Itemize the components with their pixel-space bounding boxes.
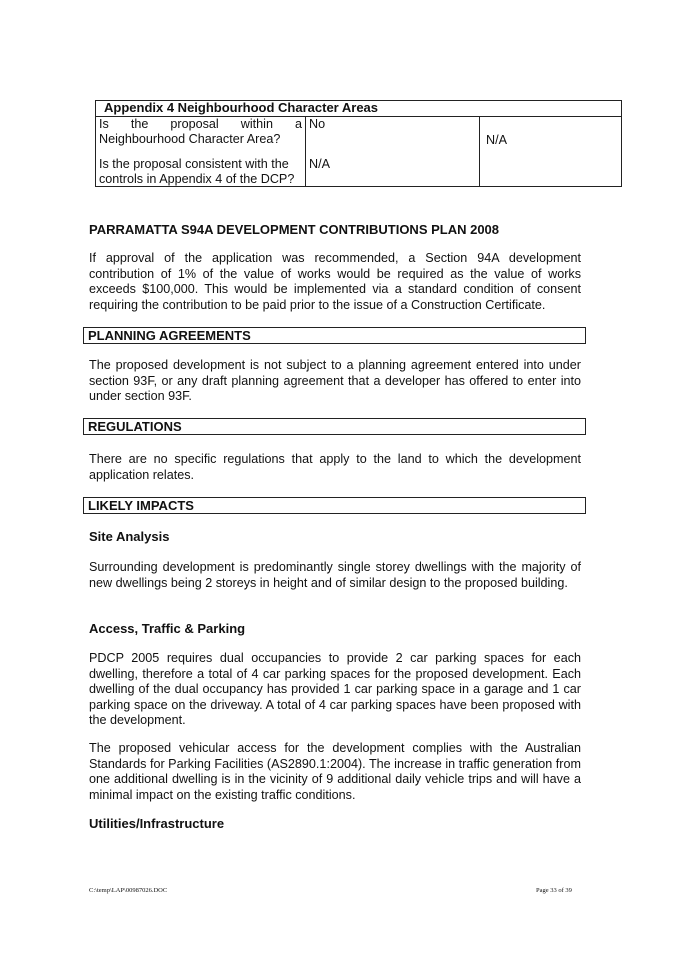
contributions-text: If approval of the application was recommended, a Section 94A development contribution of 1% of the value of works would be required as the value of works exceeds $100,000. This would be implemented via a standard condition of consent requiring the contribution to be paid prior to the issue of a Construction Certificate. (89, 251, 581, 312)
footer-page-number: Page 33 of 39 (536, 887, 572, 894)
utilities-heading: Utilities/Infrastructure (89, 816, 225, 831)
site-analysis-text: Surrounding development is predominantly single storey dwellings with the majority of new dwellings being 2 storeys in height and of similar design to the proposed building. (89, 560, 581, 590)
appendix-table (95, 100, 622, 187)
planning-heading: PLANNING AGREEMENTS (83, 327, 586, 344)
footer-file-path: C:\temp\LAP\00987026.DOC (89, 887, 168, 894)
regulations-text: There are no specific regulations that apply to the land to which the development application relates. (89, 452, 581, 482)
answer-cell: N/A (306, 157, 480, 187)
question-cell: Is the proposal consistent with the controls in Appendix 4 of the DCP? (96, 157, 306, 187)
access-text-1: PDCP 2005 requires dual occupancies to provide 2 car parking spaces for each dwelling, therefore a total of 4 car parking spaces for the proposed development. Each dwelling of the dual occupancy has provided 1 car parking space in a garage and 1 car parking space on the driveway. A total of 4 car parking spaces have been proposed with the development. (89, 651, 581, 727)
appendix-table-title: Appendix 4 Neighbourhood Character Areas (96, 101, 622, 117)
contributions-heading: PARRAMATTA S94A DEVELOPMENT CONTRIBUTIONS PLAN 2008 (89, 222, 500, 237)
access-heading: Access, Traffic & Parking (89, 621, 246, 636)
table-row (96, 117, 622, 158)
planning-text: The proposed development is not subject to a planning agreement entered into under section 93F, or any draft planning agreement that a developer has offered to enter into under section 93F. (89, 358, 581, 403)
question-cell: Is the proposal within a Neighbourhood Character Area? (96, 117, 306, 158)
answer-cell: No (306, 117, 480, 158)
regulations-heading: REGULATIONS (83, 418, 586, 435)
access-text-2: The proposed vehicular access for the development complies with the Australian Standards for Parking Facilities (AS2890.1:2004). The increase in traffic generation from one additional dwelling is in the vicinity of 9 additional daily vehicle trips and will have a minimal impact on the existing traffic conditions. (89, 741, 581, 802)
impacts-heading: LIKELY IMPACTS (83, 497, 586, 514)
comment-cell: N/A (480, 117, 622, 187)
site-analysis-heading: Site Analysis (89, 529, 170, 544)
